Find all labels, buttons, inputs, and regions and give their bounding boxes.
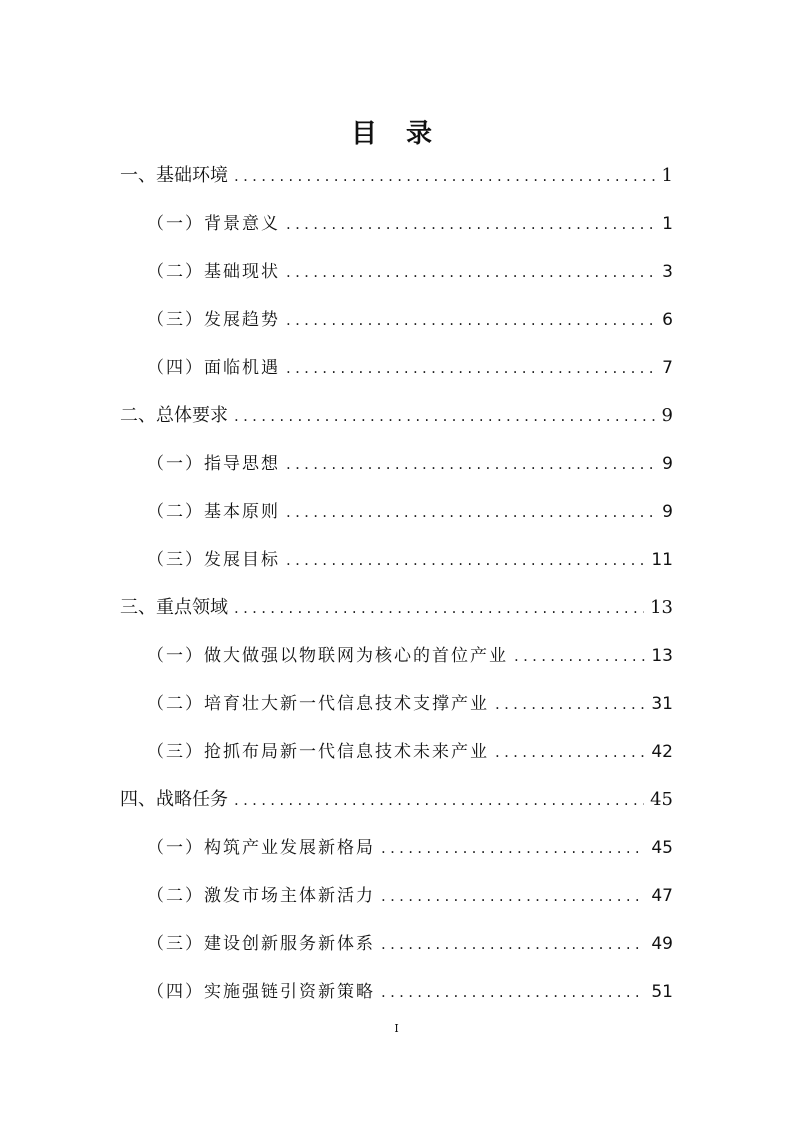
- toc-entry-page: 1: [661, 165, 673, 186]
- toc-entry-label: （三）建设创新服务新体系: [147, 934, 375, 954]
- toc-entry-page: 6: [662, 310, 673, 330]
- dot-leader: [381, 881, 645, 911]
- toc-entry-page: 51: [651, 982, 673, 1002]
- toc-entry-page: 13: [651, 646, 673, 666]
- dot-leader: [381, 977, 645, 1007]
- page-number-footer: I: [394, 1022, 399, 1035]
- toc-entry-4-2[interactable]: [147, 881, 673, 911]
- toc-entry-1[interactable]: [120, 161, 673, 191]
- dot-leader: [381, 833, 645, 863]
- toc-entry-4-3[interactable]: [147, 929, 673, 959]
- dot-leader: [234, 593, 644, 623]
- dot-leader: [286, 305, 656, 335]
- toc-entry-label: （三）发展趋势: [147, 310, 280, 330]
- toc-entry-1-4[interactable]: [147, 353, 673, 383]
- dot-leader: [234, 161, 656, 191]
- toc-entry-1-1[interactable]: [147, 209, 673, 239]
- dot-leader: [286, 257, 656, 287]
- toc-entry-page: 9: [661, 405, 673, 426]
- toc-entry-page: 11: [651, 550, 673, 570]
- toc-entry-label: 三、重点领域: [120, 597, 228, 618]
- toc-entry-label: （二）激发市场主体新活力: [147, 886, 375, 906]
- toc-entry-2[interactable]: [120, 401, 673, 431]
- toc-entry-label: （一）背景意义: [147, 214, 280, 234]
- toc-entry-page: 3: [662, 262, 673, 282]
- toc-entry-label: （二）基本原则: [147, 502, 280, 522]
- toc-entry-2-1[interactable]: [147, 449, 673, 479]
- toc-entry-label: （四）面临机遇: [147, 358, 280, 378]
- toc-entry-label: （三）抢抓布局新一代信息技术未来产业: [147, 742, 489, 762]
- dot-leader: [495, 737, 645, 767]
- dot-leader: [286, 497, 656, 527]
- toc-entry-3[interactable]: [120, 593, 673, 623]
- dot-leader: [286, 209, 656, 239]
- toc-entry-4-1[interactable]: [147, 833, 673, 863]
- toc-entry-1-3[interactable]: [147, 305, 673, 335]
- toc-entry-label: 二、总体要求: [120, 405, 228, 426]
- dot-leader: [286, 545, 645, 575]
- dot-leader: [495, 689, 645, 719]
- toc-entry-page: 45: [650, 789, 673, 810]
- toc-entry-page: 31: [651, 694, 673, 714]
- toc-entry-3-1[interactable]: [147, 641, 673, 671]
- toc-entry-page: 42: [651, 742, 673, 762]
- dot-leader: [286, 449, 656, 479]
- toc-entry-label: （一）做大做强以物联网为核心的首位产业: [147, 646, 508, 666]
- toc-entry-label: （三）发展目标: [147, 550, 280, 570]
- toc-entry-label: 四、战略任务: [120, 789, 228, 810]
- dot-leader: [286, 353, 656, 383]
- toc-entry-page: 9: [662, 502, 673, 522]
- toc-entry-4[interactable]: [120, 785, 673, 815]
- dot-leader: [234, 785, 644, 815]
- toc-entry-3-3[interactable]: [147, 737, 673, 767]
- toc-entry-page: 45: [651, 838, 673, 858]
- toc-entry-page: 47: [651, 886, 673, 906]
- toc-entry-page: 49: [651, 934, 673, 954]
- toc-entry-2-2[interactable]: [147, 497, 673, 527]
- dot-leader: [514, 641, 645, 671]
- toc-entry-page: 9: [662, 454, 673, 474]
- toc-entry-page: 7: [662, 358, 673, 378]
- toc-entry-label: 一、基础环境: [120, 165, 228, 186]
- dot-leader: [381, 929, 645, 959]
- toc-entry-4-4[interactable]: [147, 977, 673, 1007]
- toc-entry-3-2[interactable]: [147, 689, 673, 719]
- toc-entry-label: （二）基础现状: [147, 262, 280, 282]
- dot-leader: [234, 401, 656, 431]
- toc-entry-label: （二）培育壮大新一代信息技术支撑产业: [147, 694, 489, 714]
- toc-entry-label: （一）指导思想: [147, 454, 280, 474]
- toc-entry-1-2[interactable]: [147, 257, 673, 287]
- toc-entry-2-3[interactable]: [147, 545, 673, 575]
- page-title: 目 录: [350, 119, 443, 149]
- toc-entry-label: （四）实施强链引资新策略: [147, 982, 375, 1002]
- toc-entry-label: （一）构筑产业发展新格局: [147, 838, 375, 858]
- toc-entry-page: 13: [650, 597, 673, 618]
- toc-entry-page: 1: [662, 214, 673, 234]
